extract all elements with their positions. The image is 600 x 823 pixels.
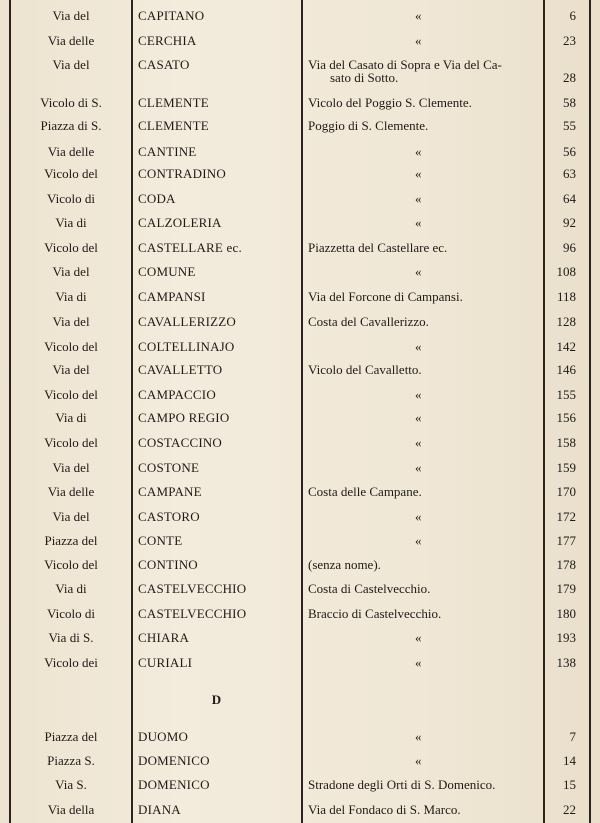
former-denomination: « <box>415 655 422 670</box>
house-number: 15 <box>563 777 576 792</box>
house-number: 28 <box>563 70 576 85</box>
house-number: 138 <box>556 655 576 670</box>
street-name: DOMENICO <box>138 777 210 792</box>
house-number: 142 <box>556 339 576 354</box>
former-denomination: Stradone degli Orti di S. Domenico. <box>308 777 496 792</box>
street-name: COSTONE <box>138 460 200 475</box>
house-number: 193 <box>556 630 576 645</box>
street-prefix: Vicolo di <box>47 606 95 621</box>
street-prefix: Via del <box>52 460 90 475</box>
street-prefix: Via di <box>55 289 87 304</box>
street-name: CALZOLERIA <box>138 215 222 230</box>
street-prefix: Vicolo del <box>44 240 98 255</box>
former-denomination: Costa del Cavallerizzo. <box>308 314 429 329</box>
former-denomination: « <box>415 387 422 402</box>
street-prefix: Vicolo di <box>47 191 95 206</box>
street-prefix: Vicolo dei <box>44 655 98 670</box>
street-prefix: Piazza del <box>44 729 98 744</box>
former-denomination-continued: sato di Sotto. <box>330 70 399 85</box>
former-denomination: Piazzetta del Castellare ec. <box>308 240 448 255</box>
street-name: CHIARA <box>138 630 190 645</box>
street-prefix: Via di <box>55 581 87 596</box>
former-denomination: (senza nome). <box>308 557 381 572</box>
former-denomination: « <box>415 410 422 425</box>
street-prefix: Vicolo del <box>44 557 98 572</box>
street-name: COMUNE <box>138 264 196 279</box>
street-name: CERCHIA <box>138 33 197 48</box>
street-name: COLTELLINAJO <box>138 339 235 354</box>
former-denomination: Costa delle Campane. <box>308 484 422 499</box>
former-denomination: « <box>415 509 422 524</box>
street-name: CAMPO REGIO <box>138 410 230 425</box>
street-name: CASATO <box>138 57 190 72</box>
house-number: 14 <box>563 753 576 768</box>
street-name: CAVALLETTO <box>138 362 223 377</box>
street-prefix: Via del <box>52 362 90 377</box>
section-heading <box>0 692 600 708</box>
street-prefix: Piazza di S. <box>40 118 102 133</box>
house-number: 63 <box>563 166 576 181</box>
street-name: CASTELVECCHIO <box>138 581 247 596</box>
street-prefix: Via delle <box>47 484 95 499</box>
street-name: CAPITANO <box>138 8 205 23</box>
street-name: CAMPANSI <box>138 289 206 304</box>
street-prefix: Via del <box>52 8 90 23</box>
street-prefix: Via di <box>55 410 87 425</box>
former-denomination: Poggio di S. Clemente. <box>308 118 429 133</box>
former-denomination: Braccio di Castelvecchio. <box>308 606 442 621</box>
house-number: 55 <box>563 118 576 133</box>
street-name: CAMPANE <box>138 484 202 499</box>
house-number: 159 <box>556 460 576 475</box>
house-number: 58 <box>563 95 576 110</box>
former-denomination: « <box>415 339 422 354</box>
street-name: CONTRADINO <box>138 166 226 181</box>
former-denomination: « <box>415 166 422 181</box>
street-prefix: Vicolo del <box>44 387 98 402</box>
former-denomination: « <box>415 264 422 279</box>
house-number: 92 <box>563 215 576 230</box>
street-prefix: Via delle <box>47 33 95 48</box>
house-number: 158 <box>556 435 576 450</box>
street-prefix: Piazza del <box>44 533 98 548</box>
street-prefix: Via di <box>55 215 87 230</box>
former-denomination: Vicolo del Cavalletto. <box>308 362 422 377</box>
house-number: 128 <box>556 314 576 329</box>
former-denomination: « <box>415 191 422 206</box>
former-denomination: Costa di Castelvecchio. <box>308 581 431 596</box>
former-denomination: Via del Casato di Sopra e Via del Ca- <box>308 57 502 72</box>
house-number: 96 <box>563 240 576 255</box>
street-name: CODA <box>138 191 176 206</box>
house-number: 172 <box>556 509 576 524</box>
street-prefix: Via del <box>52 57 90 72</box>
former-denomination: « <box>415 630 422 645</box>
street-prefix: Via del <box>52 314 90 329</box>
street-name: CONTE <box>138 533 183 548</box>
street-prefix: Piazza S. <box>47 753 95 768</box>
house-number: 23 <box>563 33 576 48</box>
house-number: 180 <box>556 606 576 621</box>
former-denomination: « <box>415 753 422 768</box>
former-denomination: « <box>415 8 422 23</box>
street-name: CANTINE <box>138 144 197 159</box>
street-prefix: Vicolo del <box>44 166 98 181</box>
street-name: DUOMO <box>138 729 189 744</box>
house-number: 56 <box>563 144 576 159</box>
house-number: 22 <box>563 802 576 817</box>
street-prefix: Vicolo del <box>44 435 98 450</box>
former-denomination: Via del Forcone di Campansi. <box>308 289 463 304</box>
street-name: CAMPACCIO <box>138 387 216 402</box>
street-name: COSTACCINO <box>138 435 223 450</box>
street-prefix: Via del <box>52 509 90 524</box>
former-denomination: « <box>415 435 422 450</box>
street-prefix: Via del <box>52 264 90 279</box>
house-number: 64 <box>563 191 576 206</box>
street-prefix: Via S. <box>55 777 87 792</box>
former-denomination: « <box>415 460 422 475</box>
former-denomination: « <box>415 33 422 48</box>
street-name: CASTELLARE ec. <box>138 240 242 255</box>
house-number: 6 <box>569 8 576 23</box>
former-denomination: « <box>415 729 422 744</box>
street-name: CLEMENTE <box>138 118 209 133</box>
former-denomination: Via del Fondaco di S. Marco. <box>308 802 461 817</box>
section-letter: D <box>211 692 223 707</box>
house-number: 156 <box>556 410 576 425</box>
street-name: CLEMENTE <box>138 95 209 110</box>
house-number: 179 <box>556 581 576 596</box>
street-name: CURIALI <box>138 655 193 670</box>
street-prefix: Vicolo del <box>44 339 98 354</box>
house-number: 7 <box>569 729 576 744</box>
former-denomination: « <box>415 144 422 159</box>
former-denomination: « <box>415 533 422 548</box>
street-name: CASTORO <box>138 509 200 524</box>
street-prefix: Via delle <box>47 144 95 159</box>
street-name: CAVALLERIZZO <box>138 314 236 329</box>
house-number: 177 <box>556 533 576 548</box>
house-number: 178 <box>556 557 576 572</box>
former-denomination: Vicolo del Poggio S. Clemente. <box>308 95 472 110</box>
street-prefix: Vicolo di S. <box>40 95 102 110</box>
house-number: 155 <box>556 387 576 402</box>
house-number: 118 <box>556 289 576 304</box>
street-name: CASTELVECCHIO <box>138 606 247 621</box>
house-number: 170 <box>556 484 576 499</box>
house-number: 108 <box>556 264 576 279</box>
house-number: 146 <box>556 362 576 377</box>
street-prefix: Via della <box>47 802 95 817</box>
street-name: DIANA <box>138 802 181 817</box>
former-denomination: « <box>415 215 422 230</box>
street-name: CONTINO <box>138 557 198 572</box>
street-name: DOMENICO <box>138 753 210 768</box>
street-prefix: Via di S. <box>48 630 94 645</box>
